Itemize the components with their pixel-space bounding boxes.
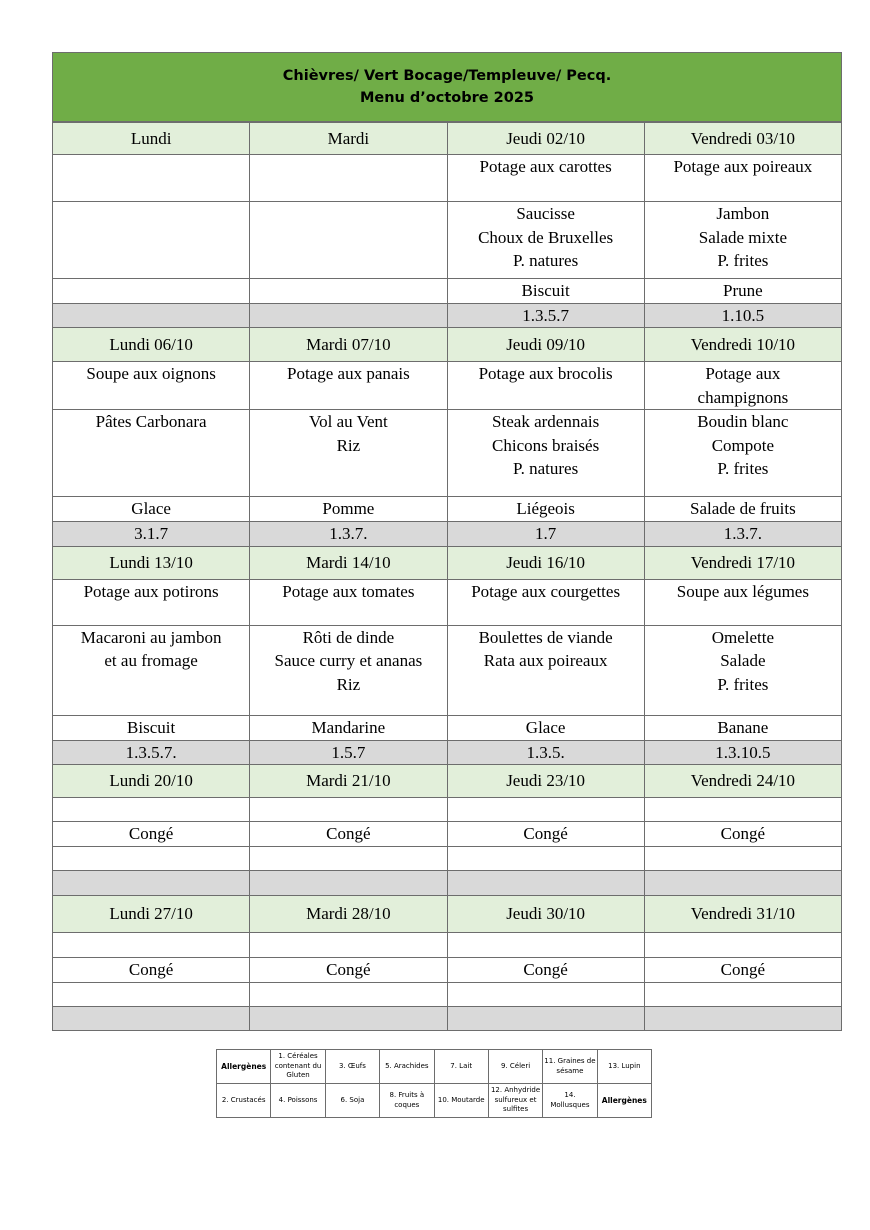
- day-header-text: Mardi: [327, 128, 370, 148]
- dessert-cell: [644, 715, 841, 740]
- soup-cell: [447, 798, 644, 822]
- dessert-cell: [250, 715, 447, 740]
- day-header: [447, 328, 644, 362]
- legend-item: 8. Fruits à coques: [380, 1084, 434, 1118]
- day-header-text: Jeudi 30/10: [506, 904, 586, 924]
- main-course-cell: [644, 958, 841, 983]
- soup-cell: [53, 798, 250, 822]
- menu-header: [52, 52, 842, 122]
- legend-item: 12. Anhydride sulfureux et sulfites: [488, 1084, 542, 1118]
- soup-cell: [447, 155, 644, 202]
- day-header-text: Mardi 28/10: [306, 904, 391, 924]
- main-course-cell-text: Congé: [326, 824, 371, 843]
- allergen-legend-table: [216, 1049, 652, 1118]
- dessert-cell-text: Salade de fruits: [690, 499, 796, 518]
- main-course-cell-text: Macaroni au jambon et au fromage: [80, 627, 222, 670]
- day-header-text: Vendredi 31/10: [690, 904, 796, 924]
- main-course-cell: [644, 625, 841, 715]
- main-course-cell-text: Vol au Vent Riz: [309, 412, 388, 455]
- allergen-codes-cell-text: 1.3.5.: [526, 742, 565, 762]
- dessert-cell-text: Glace: [525, 717, 566, 737]
- soup-row: [53, 155, 842, 202]
- main-course-cell-text: Saucisse Choux de Bruxelles P. natures: [478, 204, 614, 270]
- allergen-codes-cell: [644, 740, 841, 765]
- allergen-codes-cell: [250, 1006, 447, 1030]
- allergen-codes-cell: [447, 871, 644, 896]
- day-header-row: [53, 765, 842, 798]
- legend-item: 5. Arachides: [380, 1050, 434, 1084]
- day-header: [53, 896, 250, 933]
- allergen-codes-cell: [53, 303, 250, 328]
- dessert-cell-text: Liégeois: [516, 499, 575, 518]
- menu-table: [52, 122, 842, 1031]
- menu-title: Chièvres/ Vert Bocage/Templeuve/ Pecq.: [282, 68, 612, 84]
- allergen-codes-cell-text: 1.3.7.: [723, 524, 762, 543]
- day-header: [644, 546, 841, 579]
- allergen-codes-row: [53, 303, 842, 328]
- soup-cell: [644, 362, 841, 410]
- day-header: [644, 328, 841, 362]
- day-header-text: Vendredi 03/10: [690, 128, 796, 148]
- allergen-codes-cell-text: 3.1.7: [134, 524, 169, 543]
- dessert-cell-text: Mandarine: [311, 717, 386, 737]
- main-course-cell: [250, 958, 447, 983]
- day-header-row: [53, 546, 842, 579]
- dessert-cell-text: Biscuit: [521, 281, 570, 300]
- allergen-codes-cell: [447, 522, 644, 547]
- main-course-cell: [250, 410, 447, 497]
- main-course-cell: [447, 202, 644, 279]
- day-header-text: Jeudi 23/10: [506, 771, 586, 791]
- allergen-codes-row: [53, 871, 842, 896]
- main-course-cell-text: Pâtes Carbonara: [95, 412, 207, 431]
- main-course-cell: [447, 958, 644, 983]
- allergen-codes-cell-text: 1.3.5.7: [522, 305, 569, 325]
- dessert-cell-text: Biscuit: [127, 717, 176, 737]
- soup-cell-text: Potage aux brocolis: [478, 364, 613, 383]
- day-header-text: Vendredi 17/10: [690, 552, 796, 572]
- day-header: [250, 546, 447, 579]
- dessert-cell-text: Pomme: [322, 499, 375, 518]
- dessert-cell: [447, 497, 644, 522]
- dessert-cell: [250, 982, 447, 1006]
- legend-item: 9. Céleri: [488, 1050, 542, 1084]
- legend-item: 13. Lupin: [597, 1050, 651, 1084]
- day-header-text: Lundi 13/10: [109, 552, 193, 572]
- day-header: [250, 765, 447, 798]
- main-course-cell-text: Congé: [523, 960, 568, 979]
- dessert-cell: [53, 497, 250, 522]
- main-course-cell-text: Congé: [720, 960, 766, 979]
- main-course-cell-text: Congé: [128, 960, 174, 979]
- legend-row: [217, 1084, 652, 1118]
- dessert-cell-text: Glace: [131, 499, 171, 518]
- allergen-codes-cell: [53, 740, 250, 765]
- allergen-codes-cell: [644, 1006, 841, 1030]
- main-course-cell: [644, 202, 841, 279]
- allergen-codes-cell: [250, 522, 447, 547]
- allergen-codes-row: [53, 740, 842, 765]
- main-course-cell-text: Rôti de dinde Sauce curry et ananas Riz: [274, 627, 423, 694]
- main-course-cell: [53, 202, 250, 279]
- dessert-cell: [53, 715, 250, 740]
- day-header-row: [53, 896, 842, 933]
- legend-item: 11. Graines de sésame: [543, 1050, 597, 1084]
- legend-item: 6. Soja: [325, 1084, 379, 1118]
- dessert-cell: [644, 982, 841, 1006]
- legend-item: 2. Crustacés: [217, 1084, 271, 1118]
- main-course-row: [53, 410, 842, 497]
- soup-cell-text: Soupe aux légumes: [676, 581, 809, 601]
- dessert-row: [53, 715, 842, 740]
- soup-cell: [250, 798, 447, 822]
- dessert-cell: [53, 847, 250, 871]
- day-header: [250, 896, 447, 933]
- main-course-cell-text: Jambon Salade mixte P. frites: [698, 204, 788, 270]
- dessert-cell: [447, 847, 644, 871]
- day-header-text: Mardi 14/10: [306, 552, 391, 572]
- day-header-text: Lundi: [130, 128, 172, 148]
- legend-row: [217, 1050, 652, 1084]
- day-header: [447, 123, 644, 155]
- day-header-text: Jeudi 02/10: [506, 128, 586, 148]
- allergen-codes-cell: [644, 522, 841, 547]
- day-header-text: Vendredi 24/10: [690, 771, 796, 791]
- day-header-text: Mardi 21/10: [306, 771, 391, 791]
- soup-cell-text: Potage aux courgettes: [471, 581, 621, 601]
- soup-row: [53, 798, 842, 822]
- soup-cell: [250, 933, 447, 958]
- legend-heading: Allergènes: [597, 1084, 651, 1118]
- allergen-codes-cell: [447, 1006, 644, 1030]
- legend-heading: Allergènes: [217, 1050, 271, 1084]
- allergen-codes-cell-text: 1.3.5.7.: [125, 742, 177, 762]
- main-course-cell: [250, 822, 447, 847]
- day-header-text: Lundi 27/10: [109, 904, 193, 924]
- dessert-cell-text: Banane: [717, 717, 769, 737]
- day-header-text: Lundi 20/10: [109, 771, 193, 791]
- day-header-text: Lundi 06/10: [109, 334, 193, 354]
- legend-item: 4. Poissons: [271, 1084, 325, 1118]
- allergen-codes-cell: [250, 740, 447, 765]
- soup-cell: [644, 933, 841, 958]
- soup-cell-text: Potage aux poireaux: [673, 157, 813, 176]
- soup-cell: [447, 362, 644, 410]
- soup-row: [53, 362, 842, 410]
- day-header: [53, 546, 250, 579]
- main-course-row: [53, 958, 842, 983]
- dessert-row: [53, 847, 842, 871]
- main-course-row: [53, 202, 842, 279]
- main-course-cell: [447, 625, 644, 715]
- allergen-codes-cell: [250, 871, 447, 896]
- day-header: [53, 765, 250, 798]
- soup-cell: [447, 933, 644, 958]
- main-course-row: [53, 822, 842, 847]
- main-course-cell: [644, 410, 841, 497]
- allergen-codes-cell: [447, 740, 644, 765]
- soup-cell: [53, 933, 250, 958]
- main-course-cell: [53, 625, 250, 715]
- allergen-codes-cell-text: 1.7: [535, 524, 557, 543]
- main-course-cell-text: Congé: [523, 824, 568, 843]
- main-course-row: [53, 625, 842, 715]
- main-course-cell-text: Congé: [128, 824, 174, 843]
- main-course-cell: [250, 202, 447, 279]
- dessert-cell-text: Prune: [723, 281, 763, 300]
- dessert-cell: [53, 279, 250, 304]
- main-course-cell-text: Boudin blanc Compote P. frites: [697, 412, 789, 478]
- soup-row: [53, 579, 842, 625]
- soup-cell: [250, 362, 447, 410]
- soup-cell-text: Potage aux panais: [287, 364, 410, 383]
- day-header-row: [53, 123, 842, 155]
- allergen-codes-row: [53, 1006, 842, 1030]
- soup-row: [53, 933, 842, 958]
- menu-subtitle: Menu d’octobre 2025: [359, 90, 535, 106]
- day-header: [644, 123, 841, 155]
- day-header: [644, 896, 841, 933]
- dessert-cell: [644, 279, 841, 304]
- legend-item: 10. Moutarde: [434, 1084, 488, 1118]
- dessert-cell: [53, 982, 250, 1006]
- allergen-codes-cell: [53, 871, 250, 896]
- soup-cell: [53, 155, 250, 202]
- day-header: [447, 896, 644, 933]
- soup-cell: [250, 155, 447, 202]
- allergen-codes-row: [53, 522, 842, 547]
- day-header: [53, 123, 250, 155]
- main-course-cell: [644, 822, 841, 847]
- dessert-cell: [250, 497, 447, 522]
- main-course-cell-text: Omelette Salade P. frites: [711, 627, 775, 694]
- allergen-codes-cell-text: 1.10.5: [721, 305, 765, 325]
- main-course-cell: [53, 410, 250, 497]
- menu-container: [52, 52, 842, 1031]
- allergen-legend: [216, 1049, 652, 1118]
- soup-cell-text: Potage aux champignons: [697, 364, 789, 407]
- soup-cell-text: Soupe aux oignons: [86, 364, 216, 383]
- soup-cell: [644, 798, 841, 822]
- allergen-codes-cell-text: 1.3.7.: [329, 524, 368, 543]
- allergen-codes-cell: [644, 303, 841, 328]
- day-header-row: [53, 328, 842, 362]
- dessert-row: [53, 279, 842, 304]
- main-course-cell: [53, 822, 250, 847]
- legend-item: 3. Œufs: [325, 1050, 379, 1084]
- main-course-cell: [250, 625, 447, 715]
- soup-cell: [250, 579, 447, 625]
- main-course-cell: [447, 822, 644, 847]
- day-header: [447, 546, 644, 579]
- soup-cell: [447, 579, 644, 625]
- day-header: [447, 765, 644, 798]
- dessert-cell: [447, 279, 644, 304]
- day-header: [53, 328, 250, 362]
- legend-item: 1. Céréales contenant du Gluten: [271, 1050, 325, 1084]
- allergen-codes-cell: [53, 522, 250, 547]
- soup-cell: [53, 362, 250, 410]
- day-header-text: Mardi 07/10: [306, 334, 391, 354]
- dessert-cell: [644, 847, 841, 871]
- dessert-row: [53, 982, 842, 1006]
- allergen-codes-cell: [447, 303, 644, 328]
- dessert-cell: [447, 982, 644, 1006]
- main-course-cell: [53, 958, 250, 983]
- dessert-cell: [447, 715, 644, 740]
- day-header: [250, 123, 447, 155]
- dessert-cell: [250, 847, 447, 871]
- dessert-cell: [250, 279, 447, 304]
- legend-item: 14. Mollusques: [543, 1084, 597, 1118]
- soup-cell-text: Potage aux carottes: [479, 157, 612, 176]
- allergen-codes-cell-text: 1.5.7: [331, 742, 366, 762]
- soup-cell: [644, 579, 841, 625]
- soup-cell-text: Potage aux potirons: [83, 581, 219, 601]
- soup-cell-text: Potage aux tomates: [282, 581, 415, 601]
- day-header-text: Jeudi 16/10: [506, 552, 586, 572]
- main-course-cell-text: Boulettes de viande Rata aux poireaux: [478, 627, 613, 670]
- main-course-cell-text: Congé: [720, 824, 766, 843]
- main-course-cell: [447, 410, 644, 497]
- dessert-row: [53, 497, 842, 522]
- allergen-codes-cell: [644, 871, 841, 896]
- soup-cell: [53, 579, 250, 625]
- legend-item: 7. Lait: [434, 1050, 488, 1084]
- allergen-codes-cell: [53, 1006, 250, 1030]
- day-header: [644, 765, 841, 798]
- day-header-text: Jeudi 09/10: [506, 334, 586, 354]
- main-course-cell-text: Congé: [326, 960, 371, 979]
- dessert-cell: [644, 497, 841, 522]
- allergen-codes-cell-text: 1.3.10.5: [715, 742, 771, 762]
- day-header: [250, 328, 447, 362]
- day-header-text: Vendredi 10/10: [690, 334, 796, 354]
- allergen-codes-cell: [250, 303, 447, 328]
- main-course-cell-text: Steak ardennais Chicons braisés P. natures: [492, 412, 600, 478]
- soup-cell: [644, 155, 841, 202]
